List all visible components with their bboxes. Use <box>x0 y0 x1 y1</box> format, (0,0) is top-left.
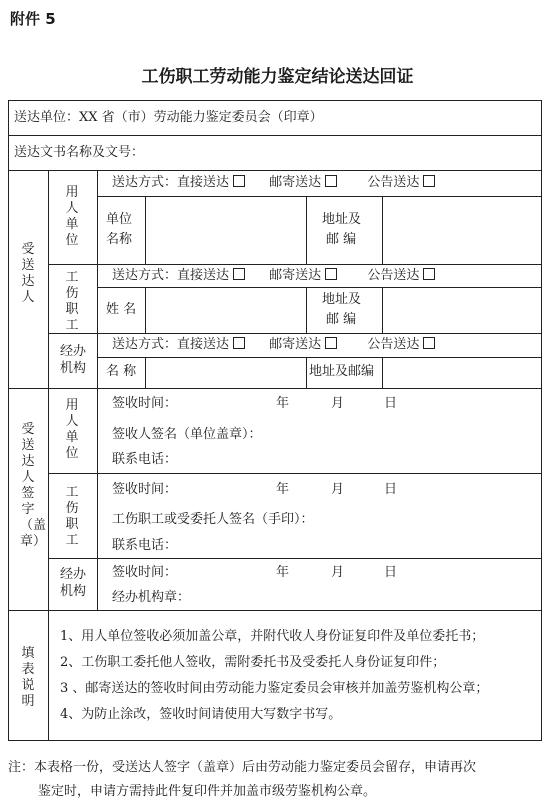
subgroup-column-line <box>97 170 98 611</box>
phone-label: 联系电话： <box>112 538 178 553</box>
year-label: 年 <box>276 396 290 411</box>
agency-label: 经办机构 <box>60 344 87 376</box>
day-label: 日 <box>384 482 398 497</box>
delivery-method-row <box>112 175 435 191</box>
option-direct-label: 直接送达 <box>177 337 230 352</box>
document-name-label: 送达文书名称及文号： <box>14 145 145 160</box>
attachment-label: 附件 5 <box>10 10 56 28</box>
instruction-item: 3 、邮寄送达的签收时间由劳动能力鉴定委员会审核并加盖劳鉴机构公章； <box>60 681 489 696</box>
delivery-method-row <box>112 337 435 353</box>
footnote-line: 鉴定时，申请方需持此件复印件并加盖市级劳鉴机构公章。 <box>38 784 377 799</box>
row-divider <box>48 264 542 265</box>
agency-label: 经办机构 <box>60 567 87 599</box>
employer-label: 用人单位 <box>65 398 79 461</box>
option-direct-label: 直接送达 <box>177 268 230 283</box>
worker-name-label: 姓 名 <box>106 302 137 317</box>
month-label: 月 <box>331 482 345 497</box>
phone-label: 联系电话： <box>112 452 178 467</box>
worker-label: 工伤职工 <box>65 270 79 333</box>
option-mail-label: 邮寄送达 <box>269 175 322 190</box>
table-border-top <box>8 100 542 101</box>
cell-line <box>306 357 307 388</box>
row-divider <box>48 333 542 334</box>
instruction-item: 1、用人单位签收必须加盖公章，并附代收人身份证复印件及单位委托书； <box>60 629 485 644</box>
cell-line <box>306 196 307 264</box>
footnote-line: 注：本表格一份，受送达人签字（盖章）后由劳动能力鉴定委员会留存，申请再次 <box>8 760 477 775</box>
instructions-label: 填表说明 <box>21 646 35 709</box>
option-mail-label: 邮寄送达 <box>269 268 322 283</box>
row-divider <box>48 473 542 474</box>
checkbox-notice[interactable] <box>423 268 435 280</box>
employer-label: 用人单位 <box>65 185 79 248</box>
address-label: 地址及 <box>322 292 362 307</box>
sender-unit: 送达单位：XX 省（市）劳动能力鉴定委员会（印章） <box>14 110 323 125</box>
group-column-line <box>48 610 49 741</box>
zip-label: 邮 编 <box>326 232 357 247</box>
table-border-bottom <box>8 740 542 741</box>
day-label: 日 <box>384 396 398 411</box>
day-label: 日 <box>384 565 398 580</box>
address-zip-label: 地址及邮编 <box>309 364 375 379</box>
cell-line <box>382 287 383 333</box>
delivery-method-row <box>112 268 435 284</box>
address-label: 地址及 <box>322 212 362 227</box>
row-divider <box>97 196 542 197</box>
cell-line <box>382 357 383 388</box>
recipient-group-label: 受送达人 <box>21 242 35 305</box>
cell-line <box>306 287 307 333</box>
checkbox-notice[interactable] <box>423 337 435 349</box>
instruction-item: 2、工伤职工委托他人签收，需附委托书及受委托人身份证复印件； <box>60 655 446 670</box>
worker-label: 工伤职工 <box>65 485 79 548</box>
section-divider <box>8 388 542 389</box>
checkbox-direct[interactable] <box>233 268 245 280</box>
month-label: 月 <box>331 396 345 411</box>
delivery-method-label: 送达方式： <box>112 268 178 283</box>
year-label: 年 <box>276 565 290 580</box>
row-divider <box>8 135 542 136</box>
option-notice-label: 公告送达 <box>367 337 420 352</box>
cell-line <box>382 196 383 264</box>
unit-name-label: 名称 <box>106 232 133 247</box>
cell-line <box>145 287 146 333</box>
unit-name-label: 单位 <box>106 212 133 227</box>
checkbox-notice[interactable] <box>423 175 435 187</box>
agency-seal-label: 经办机构章： <box>112 590 191 605</box>
cell-line <box>145 196 146 264</box>
row-divider <box>97 357 542 358</box>
row-divider <box>48 558 542 559</box>
group-column-line <box>48 170 49 611</box>
row-divider <box>97 287 542 288</box>
cell-line <box>145 357 146 388</box>
checkbox-direct[interactable] <box>233 337 245 349</box>
checkbox-mail[interactable] <box>325 337 337 349</box>
form-title: 工伤职工劳动能力鉴定结论送达回证 <box>141 67 414 87</box>
option-notice-label: 公告送达 <box>367 268 420 283</box>
table-border-left <box>8 100 9 741</box>
receipt-time-label: 签收时间： <box>112 482 178 497</box>
worker-signer-label: 工伤职工或受委托人签名（手印）： <box>112 512 314 527</box>
month-label: 月 <box>331 565 345 580</box>
checkbox-direct[interactable] <box>233 175 245 187</box>
option-notice-label: 公告送达 <box>367 175 420 190</box>
row-divider <box>8 170 542 171</box>
section-divider <box>8 610 542 611</box>
receipt-time-label: 签收时间： <box>112 396 178 411</box>
sign-group-label: 受送达人签字（盖章） <box>20 422 47 549</box>
checkbox-mail[interactable] <box>325 268 337 280</box>
agency-name-label: 名 称 <box>106 364 137 379</box>
checkbox-mail[interactable] <box>325 175 337 187</box>
delivery-method-label: 送达方式： <box>112 175 178 190</box>
option-direct-label: 直接送达 <box>177 175 230 190</box>
instruction-item: 4、为防止涂改，签收时间请使用大写数字书写。 <box>60 707 342 722</box>
delivery-method-label: 送达方式： <box>112 337 178 352</box>
year-label: 年 <box>276 482 290 497</box>
employer-signer-label: 签收人签名（单位盖章）： <box>112 427 262 442</box>
receipt-time-label: 签收时间： <box>112 565 178 580</box>
zip-label: 邮 编 <box>326 312 357 327</box>
option-mail-label: 邮寄送达 <box>269 337 322 352</box>
